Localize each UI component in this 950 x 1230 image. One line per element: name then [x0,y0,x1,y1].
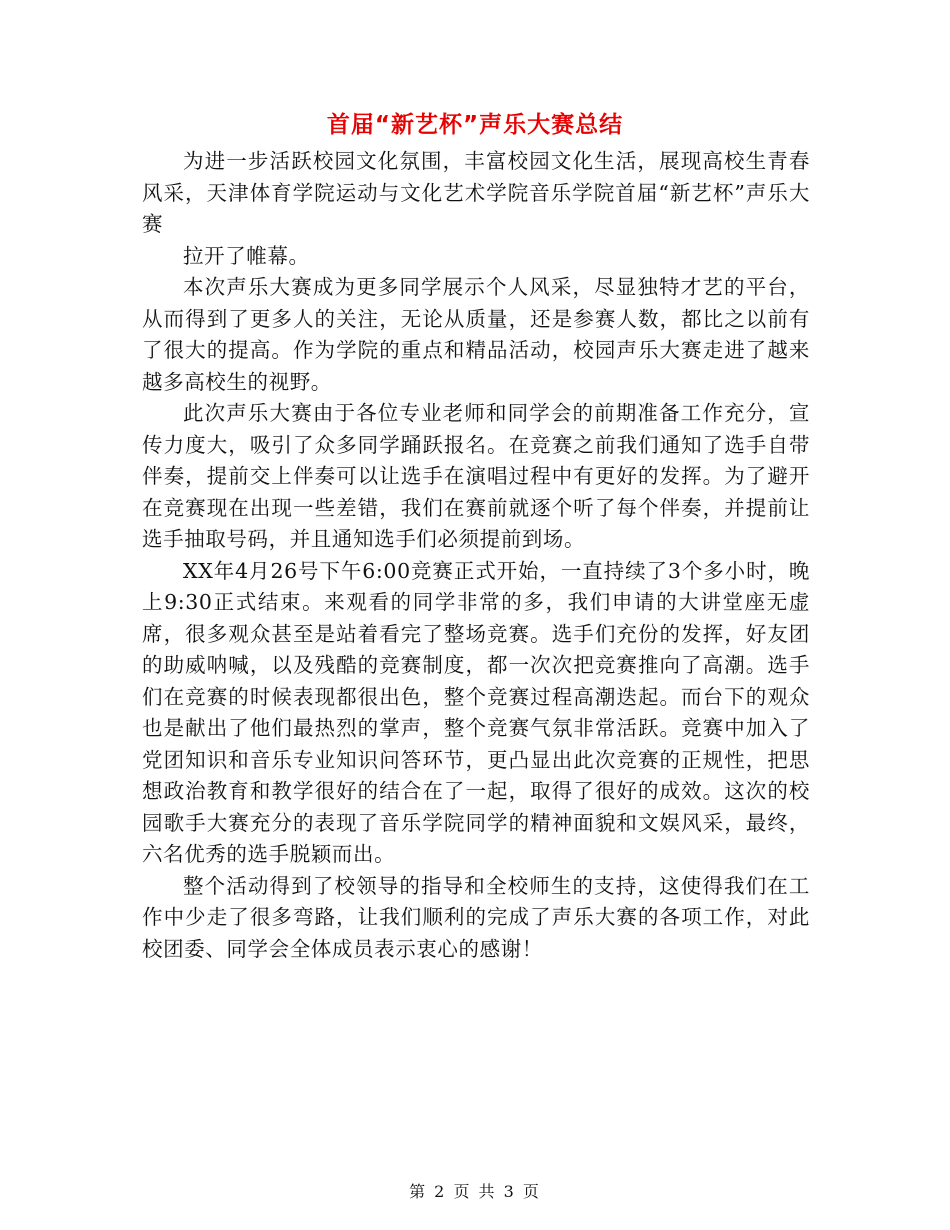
paragraph-competition: XX年4月26号下午6:00竞赛正式开始，一直持续了3个多小时，晚上9:30正式结束。来观看的同学非常的多，我们申请的大讲堂座无虚席，很多观众甚至是站着看完了整场竞赛。选手们充份的发挥，好友团的助威呐喊，以及残酷的竞赛制度，都一次次把竞赛推向了高潮。选手们在竞赛的时候表现都很出色，整个竞赛过程高潮迭起。而台下的观众也是献出了他们最热烈的掌声，整个竞赛气氛非常活跃。竞赛中加入了党团知识和音乐专业知识问答环节，更凸显出此次竞赛的正规性，把思想政治教育和教学很好的结合在了一起，取得了很好的成效。这次的校园歌手大赛充分的表现了音乐学院同学的精神面貌和文娱风采，最终，六名优秀的选手脱颖而出。 [142,558,810,866]
paragraph-intro: 为进一步活跃校园文化氛围，丰富校园文化生活，展现高校生青春风采，天津体育学院运动与文化艺术学院音乐学院首届“新艺杯”声乐大赛 [142,149,810,236]
document-title: 首届“新艺杯”声乐大赛总结 [326,112,624,138]
page-footer [0,1180,950,1204]
paragraph-thanks: 整个活动得到了校领导的指导和全校师生的支持，这使得我们在工作中少走了很多弯路，让我们顺利的完成了声乐大赛的各项工作，对此校团委、同学会全体成员表示衷心的感谢！ [142,873,810,961]
page-number: 第 2 页 共 3 页 [409,1182,541,1201]
paragraph-intro-continued: 拉开了帷幕。 [183,243,310,268]
paragraph-preparation: 此次声乐大赛由于各位专业老师和同学会的前期准备工作充分，宣传力度大，吸引了众多同学踊跃报名。在竞赛之前我们通知了选手自带伴奏，提前交上伴奏可以让选手在演唱过程中有更好的发挥。为了避开在竞赛现在出现一些差错，我们在赛前就逐个听了每个伴奏，并提前让选手抽取号码，并且通知选手们必须提前到场。 [142,401,810,551]
paragraph-platform: 本次声乐大赛成为更多同学展示个人风采，尽显独特才艺的平台，从而得到了更多人的关注，无论从质量，还是参赛人数，都比之以前有了很大的提高。作为学院的重点和精品活动，校园声乐大赛走进了越来越多高校生的视野。 [142,275,810,394]
document-body [142,146,810,965]
